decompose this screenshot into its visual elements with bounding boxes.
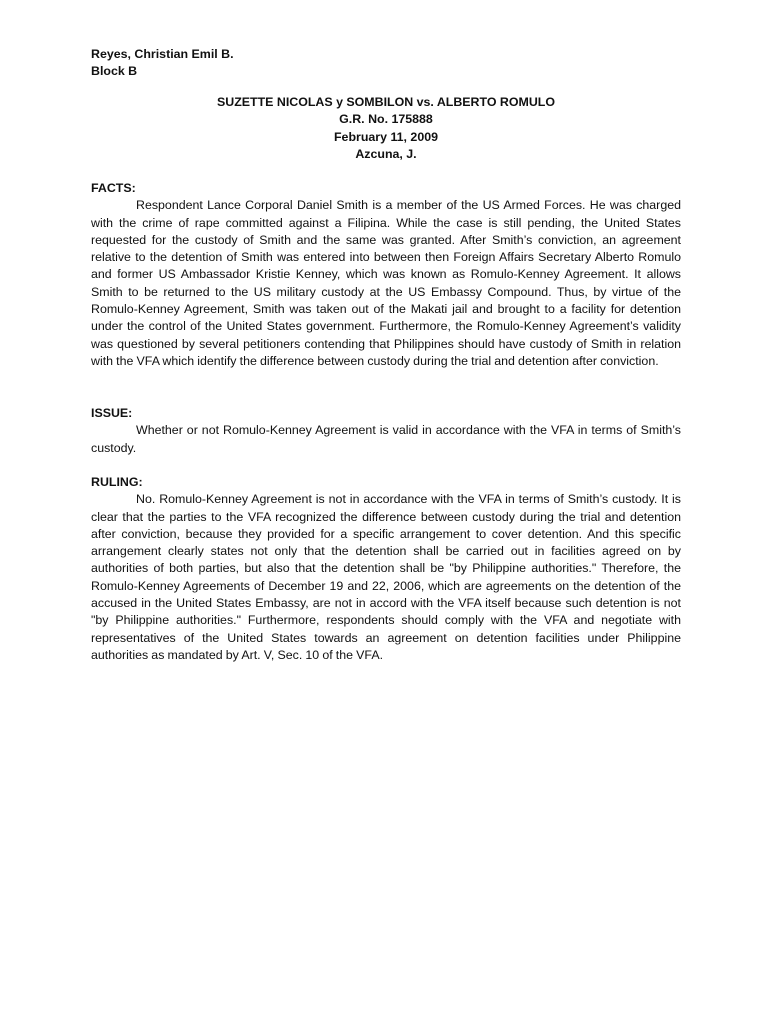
author-block-label: Block B [91, 64, 138, 79]
facts-section [91, 180, 681, 370]
author-name: Reyes, Christian Emil B. [91, 47, 234, 61]
ruling-section [91, 474, 681, 664]
facts-body: Respondent Lance Corporal Daniel Smith is a member of the US Armed Forces. He was charged with the crime of rape committed against a Filipina. While the case is still pending, the United States requested for the custody of Smith and the same was granted. After Smith’s conviction, an agreement relative to the detention of Smith was entered into between then Foreign Affairs Secretary Alberto Romulo and former US Ambassador Kristie Kenney, which was known as Romulo-Kenney Agreement. It allows Smith to be returned to the US military custody at the US Embassy Compound. Thus, by virtue of the Romulo-Kenney Agreement, Smith was taken out of the Makati jail and brought to a facility for detention under the control of the United States government. Furthermore, the Romulo-Kenney Agreement’s validity was questioned by several petitioners contending that Philippines should have custody of Smith in relation with the VFA which identify the difference between custody during the trial and detention after conviction. [91, 198, 681, 368]
case-header [91, 94, 681, 163]
issue-section [91, 405, 681, 457]
case-title: SUZETTE NICOLAS y SOMBILON vs. ALBERTO ROMULO [216, 95, 555, 109]
author-block [91, 46, 681, 81]
issue-body: Whether or not Romulo-Kenney Agreement is valid in accordance with the VFA in terms of Smith’s custody. [91, 423, 681, 455]
ruling-body: No. Romulo-Kenney Agreement is not in accordance with the VFA in terms of Smith’s custody. It is clear that the parties to the VFA recognized the difference between custody during the trial and detention after conviction, because they provided for a specific arrangement to cover detention. And this specific arrangement clearly states not only that the detention shall be carried out in facilities agreed on by authorities of both parties, but also that the detention shall be "by Philippine authorities." Therefore, the Romulo-Kenney Agreements of December 19 and 22, 2006, which are agreements on the detention of the accused in the United States Embassy, are not in accord with the VFA itself because such detention is not "by Philippine authorities." Furthermore, respondents should comply with the VFA and negotiate with representatives of the United States towards an agreement on detention facilities under Philippine authorities as mandated by Art. V, Sec. 10 of the VFA. [91, 492, 681, 662]
case-ponente: Azcuna, J. [355, 146, 417, 161]
issue-heading: ISSUE: [91, 406, 133, 420]
ruling-heading: RULING: [91, 475, 143, 489]
case-gr-number: G.R. No. 175888 [339, 112, 433, 127]
facts-heading: FACTS: [91, 181, 136, 195]
case-date: February 11, 2009 [333, 129, 438, 144]
